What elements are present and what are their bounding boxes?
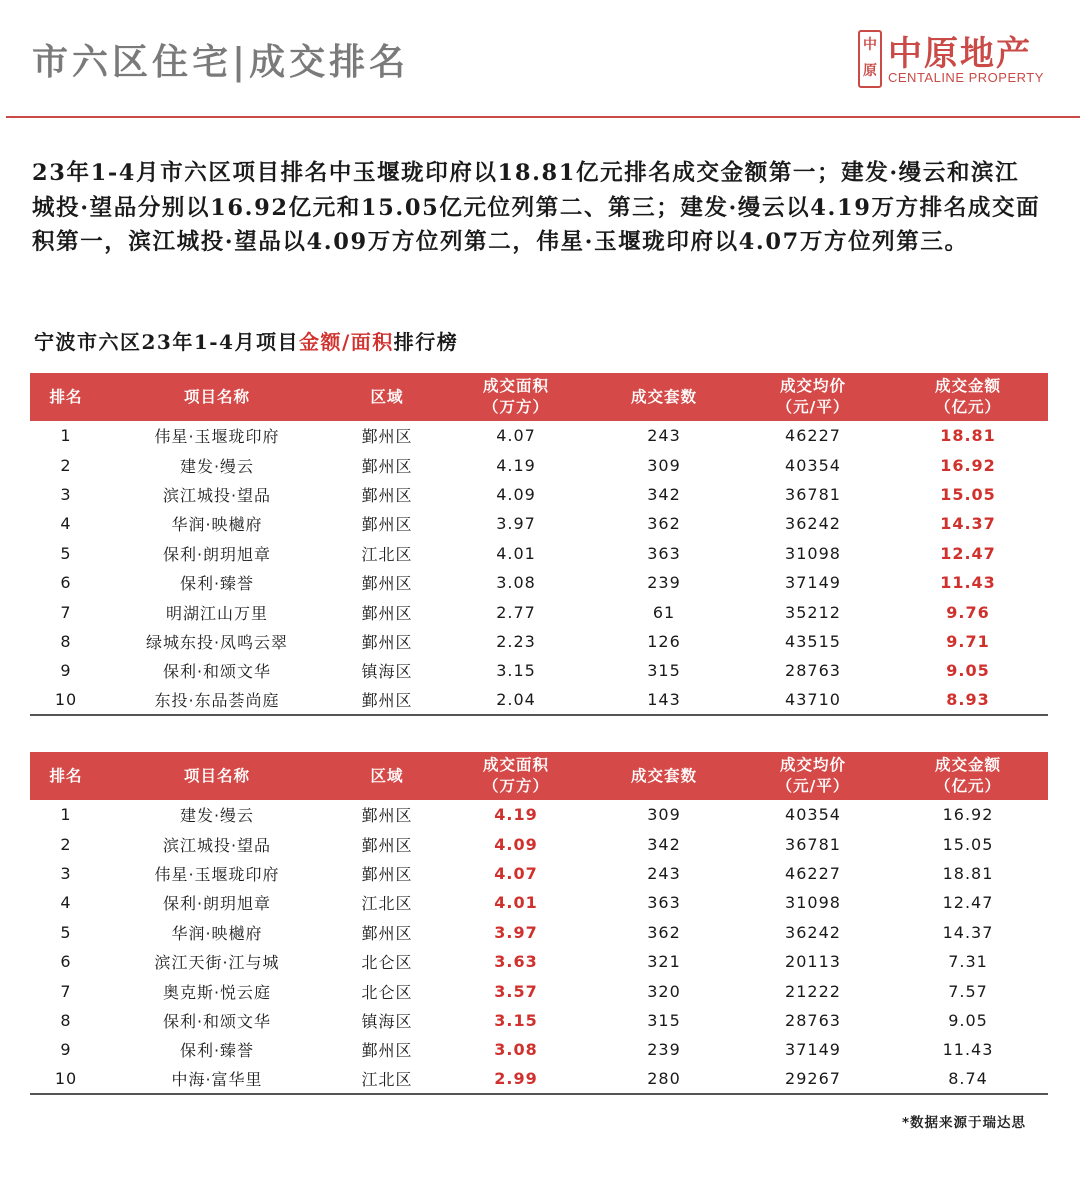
cell-units: 342 [647, 484, 681, 504]
cell-rank: 5 [60, 543, 72, 563]
cell-amount: 7.31 [948, 952, 988, 972]
cell-amount: 14.37 [942, 922, 994, 942]
cell-amount: 9.71 [946, 631, 990, 651]
cell-price: 28763 [785, 1010, 841, 1030]
header-divider [6, 116, 1080, 118]
table-row [30, 947, 1048, 976]
col-price-line2: （元/平） [776, 777, 850, 795]
cell-area: 4.19 [496, 455, 536, 475]
col-district: 区域 [370, 766, 404, 785]
cell-area: 4.09 [496, 484, 536, 504]
table-row [30, 539, 1048, 568]
cell-amount: 18.81 [940, 426, 996, 446]
cell-amount: 12.47 [940, 543, 996, 563]
cell-name: 奥克斯·悦云庭 [162, 982, 272, 1002]
cell-units: 239 [647, 1040, 681, 1060]
table-row [30, 627, 1048, 656]
cell-units: 362 [647, 922, 681, 942]
cell-price: 37149 [785, 573, 841, 593]
cell-price: 40354 [785, 805, 841, 825]
col-area [442, 752, 590, 800]
cell-price: 37149 [785, 1040, 841, 1060]
source-note: *数据来源于瑞达思 [901, 1115, 1026, 1131]
cell-units: 363 [647, 893, 681, 913]
col-area-line2: （万方） [482, 398, 549, 416]
cell-area: 3.63 [494, 952, 538, 972]
cell-district: 北仑区 [361, 953, 413, 973]
cell-name: 保利·和颂文华 [162, 662, 272, 682]
cell-rank: 3 [60, 484, 72, 504]
cell-units: 342 [647, 834, 681, 854]
cell-district: 镇海区 [361, 1011, 413, 1031]
col-amount-line1: 成交金额 [934, 756, 1001, 774]
table-row [30, 800, 1048, 829]
cell-price: 36242 [785, 514, 841, 534]
cell-name: 滨江城投·望品 [162, 485, 272, 505]
cell-name: 滨江城投·望品 [162, 835, 272, 855]
table-row [30, 509, 1048, 538]
cell-area: 3.15 [494, 1010, 538, 1030]
table-row [30, 656, 1048, 685]
table-row [30, 421, 1048, 450]
cell-name: 绿城东投·凤鸣云翠 [145, 632, 289, 652]
summary-paragraph: 23年1-4月市六区项目排名中玉堰珑印府以18.81亿元排名成交金额第一；建发·缦云和滨江城投·望品分别以16.92亿元和15.05亿元位列第二、第三；建发·缦云以4.19万方排名成交面积第一，滨江城投·望品以4.09万方位列第二，伟星·玉堰珑印府以4.07万方位列第三。 [32, 160, 1041, 255]
cell-amount: 15.05 [942, 834, 994, 854]
cell-name: 保利·臻誉 [179, 574, 255, 594]
cell-area: 4.01 [494, 893, 538, 913]
cell-name: 保利·和颂文华 [162, 1011, 272, 1031]
cell-rank: 4 [60, 893, 72, 913]
cell-name: 建发·缦云 [179, 806, 255, 826]
cell-amount: 9.05 [948, 1010, 988, 1030]
cell-name: 华润·映樾府 [171, 923, 263, 943]
table-body [30, 421, 1048, 715]
cell-amount: 11.43 [940, 573, 996, 593]
cell-rank: 2 [60, 455, 72, 475]
col-amount [888, 373, 1048, 421]
cell-units: 320 [647, 981, 681, 1001]
col-price [738, 752, 888, 800]
cell-rank: 7 [60, 981, 72, 1001]
table-row [30, 888, 1048, 917]
cell-area: 4.09 [494, 834, 538, 854]
col-area-line2: （万方） [482, 777, 549, 795]
cell-rank: 10 [30, 686, 102, 715]
col-name: 项目名称 [183, 766, 250, 785]
col-rank: 排名 [49, 387, 83, 406]
cell-name: 伟星·玉堰珑印府 [154, 427, 280, 447]
col-area [442, 373, 590, 421]
cell-name: 滨江天街·江与城 [154, 953, 280, 973]
cell-rank: 1 [60, 426, 72, 446]
col-amount-line1: 成交金额 [934, 377, 1001, 395]
cell-area: 2.04 [442, 686, 590, 715]
cell-units: 243 [647, 426, 681, 446]
cell-district: 江北区 [361, 894, 413, 914]
page-title: 市六区住宅|成交排名 [32, 41, 410, 83]
table-row [30, 1035, 1048, 1064]
cell-district: 镇海区 [361, 662, 413, 682]
cell-units: 239 [647, 573, 681, 593]
cell-price: 21222 [785, 981, 841, 1001]
col-district: 区域 [370, 387, 404, 406]
cell-name: 明湖江山万里 [165, 603, 268, 623]
cell-amount: 8.74 [888, 1065, 1048, 1094]
cell-district: 北仑区 [361, 982, 413, 1002]
cell-units: 309 [647, 455, 681, 475]
cell-district: 江北区 [361, 544, 413, 564]
col-name: 项目名称 [183, 387, 250, 406]
cell-name: 中海·富华里 [102, 1065, 332, 1094]
table-row [30, 450, 1048, 479]
cell-area: 3.57 [494, 981, 538, 1001]
cell-units: 315 [647, 1010, 681, 1030]
col-amount-line2: （亿元） [934, 398, 1001, 416]
cell-amount: 7.57 [948, 981, 988, 1001]
cell-rank: 1 [60, 805, 72, 825]
cell-district: 鄞州区 [332, 686, 442, 715]
cell-amount: 18.81 [942, 863, 994, 883]
cell-amount: 9.05 [946, 661, 990, 681]
col-area-line1: 成交面积 [482, 377, 549, 395]
cell-units: 143 [590, 686, 738, 715]
caption-suffix: 排行榜 [393, 330, 459, 354]
cell-area: 2.23 [496, 631, 536, 651]
cell-amount: 8.93 [888, 686, 1048, 715]
cell-units: 280 [590, 1065, 738, 1094]
cell-price: 46227 [785, 426, 841, 446]
table-row [30, 597, 1048, 626]
cell-district: 江北区 [332, 1065, 442, 1094]
cell-rank: 4 [60, 514, 72, 534]
cell-name: 保利·臻誉 [179, 1041, 255, 1061]
cell-units: 362 [647, 514, 681, 534]
cell-price: 46227 [785, 863, 841, 883]
area-ranking-table [30, 752, 1048, 1095]
cell-district: 鄞州区 [361, 923, 413, 943]
col-price [738, 373, 888, 421]
brand-name-en: CENTALINE PROPERTY [888, 70, 1044, 85]
cell-area: 4.07 [494, 863, 538, 883]
cell-price: 31098 [785, 893, 841, 913]
cell-price: 28763 [785, 661, 841, 681]
cell-rank: 7 [60, 602, 72, 622]
cell-price: 31098 [785, 543, 841, 563]
cell-rank: 5 [60, 922, 72, 942]
caption-prefix: 宁波市六区23年1-4月项目 [34, 330, 299, 354]
col-price-line1: 成交均价 [779, 377, 846, 395]
table-row [30, 480, 1048, 509]
cell-area: 3.97 [494, 922, 538, 942]
cell-district: 鄞州区 [361, 515, 413, 535]
cell-area: 3.08 [496, 573, 536, 593]
col-units: 成交套数 [630, 766, 697, 785]
cell-price: 20113 [785, 952, 841, 972]
table-row [30, 1065, 1048, 1094]
cell-name: 保利·朗玥旭章 [162, 544, 272, 564]
table-row [30, 686, 1048, 715]
cell-district: 鄞州区 [361, 485, 413, 505]
cell-district: 鄞州区 [361, 1041, 413, 1061]
col-area-line1: 成交面积 [482, 756, 549, 774]
cell-district: 鄞州区 [361, 603, 413, 623]
cell-district: 鄞州区 [361, 864, 413, 884]
cell-name: 华润·映樾府 [171, 515, 263, 535]
table-caption [34, 326, 458, 355]
cell-rank: 6 [60, 573, 72, 593]
cell-price: 43515 [785, 631, 841, 651]
col-rank: 排名 [49, 766, 83, 785]
cell-district: 鄞州区 [361, 574, 413, 594]
cell-price: 36781 [785, 484, 841, 504]
table-row [30, 918, 1048, 947]
table-header-row [30, 752, 1048, 800]
table-row [30, 859, 1048, 888]
col-units: 成交套数 [630, 387, 697, 406]
cell-rank: 9 [60, 661, 72, 681]
table-row [30, 976, 1048, 1005]
cell-area: 3.97 [496, 514, 536, 534]
col-amount [888, 752, 1048, 800]
cell-name: 建发·缦云 [179, 456, 255, 476]
cell-rank: 8 [60, 631, 72, 651]
cell-name: 保利·朗玥旭章 [162, 894, 272, 914]
table-row [30, 568, 1048, 597]
amount-ranking-table [30, 373, 1048, 716]
cell-amount: 16.92 [942, 805, 994, 825]
cell-area: 3.15 [496, 661, 536, 681]
cell-area: 2.99 [442, 1065, 590, 1094]
cell-name: 伟星·玉堰珑印府 [154, 864, 280, 884]
table-body [30, 800, 1048, 1094]
cell-units: 321 [647, 952, 681, 972]
cell-area: 4.19 [494, 805, 538, 825]
cell-price: 29267 [738, 1065, 888, 1094]
cell-amount: 14.37 [940, 514, 996, 534]
table-header-row [30, 373, 1048, 421]
cell-price: 43710 [738, 686, 888, 715]
brand-logo [858, 26, 1044, 90]
cell-rank: 9 [60, 1040, 72, 1060]
cell-area: 4.07 [496, 426, 536, 446]
caption-highlight: 金额/面积 [298, 330, 394, 354]
cell-amount: 9.76 [946, 602, 990, 622]
table-row [30, 1006, 1048, 1035]
cell-amount: 15.05 [940, 484, 996, 504]
cell-price: 35212 [785, 602, 841, 622]
brand-name: 中原地产 [888, 34, 1032, 74]
col-price-line2: （元/平） [776, 398, 850, 416]
cell-amount: 11.43 [942, 1040, 994, 1060]
cell-price: 36781 [785, 834, 841, 854]
cell-area: 4.01 [496, 543, 536, 563]
cell-rank: 8 [60, 1010, 72, 1030]
cell-district: 鄞州区 [361, 632, 413, 652]
cell-district: 鄞州区 [361, 806, 413, 826]
table-row [30, 829, 1048, 858]
page-header [0, 0, 1080, 118]
cell-amount: 12.47 [942, 893, 994, 913]
col-price-line1: 成交均价 [779, 756, 846, 774]
cell-rank: 2 [60, 834, 72, 854]
cell-district: 鄞州区 [361, 427, 413, 447]
cell-rank: 6 [60, 952, 72, 972]
cell-units: 309 [647, 805, 681, 825]
cell-price: 36242 [785, 922, 841, 942]
cell-units: 61 [652, 602, 676, 622]
cell-area: 3.08 [494, 1040, 538, 1060]
cell-rank: 3 [60, 863, 72, 883]
cell-price: 40354 [785, 455, 841, 475]
cell-area: 2.77 [496, 602, 536, 622]
cell-district: 鄞州区 [361, 456, 413, 476]
col-amount-line2: （亿元） [934, 777, 1001, 795]
cell-name: 东投·东品荟尚庭 [102, 686, 332, 715]
cell-amount: 16.92 [940, 455, 996, 475]
cell-rank: 10 [30, 1065, 102, 1094]
cell-units: 363 [647, 543, 681, 563]
cell-units: 315 [647, 661, 681, 681]
cell-units: 126 [647, 631, 681, 651]
cell-units: 243 [647, 863, 681, 883]
cell-district: 鄞州区 [361, 835, 413, 855]
brand-seal-icon: 中原 [858, 30, 882, 88]
